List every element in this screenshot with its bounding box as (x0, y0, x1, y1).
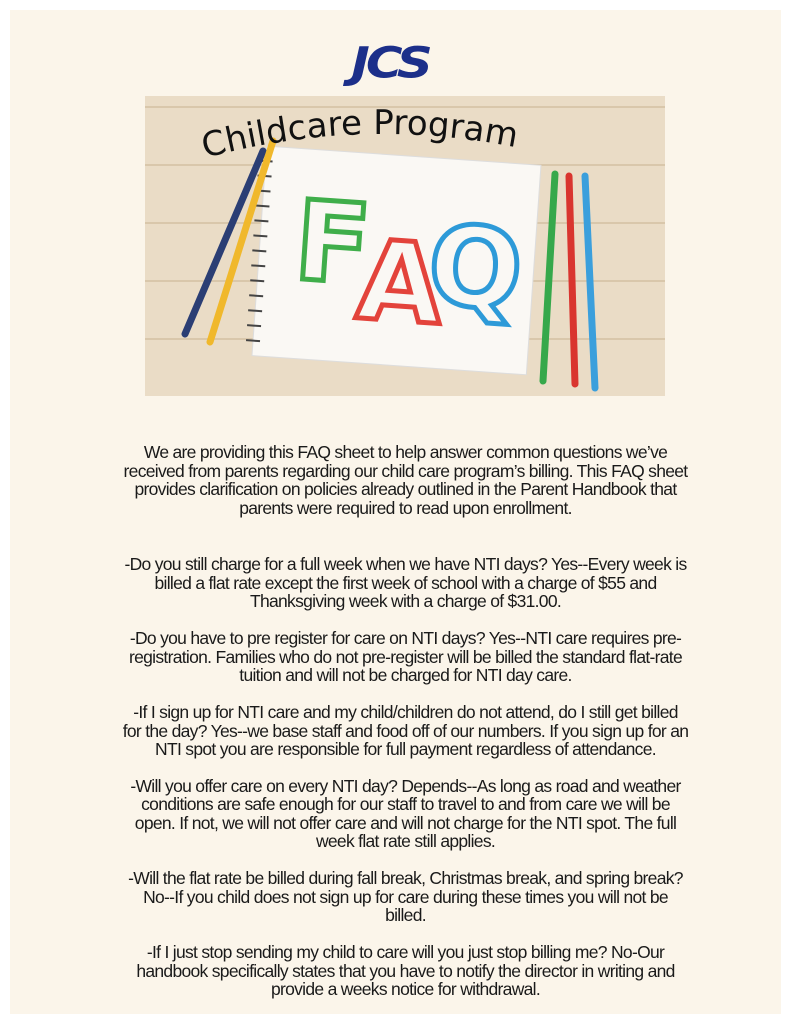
faq-line: registration. Families who do not pre-register will be billed the standard flat-rate (128, 646, 683, 667)
faq-line: NTI spot you are responsible for full payment regardless of attendance. (155, 739, 656, 759)
faq-line: handbook specifically states that you have to notify the director in writing and (136, 960, 675, 981)
faq-line: conditions are safe enough for our staff to travel to and from care we will be (141, 794, 670, 814)
faq-item (30, 943, 781, 999)
faq-line: open. If not, we will not offer care and will not charge for the NTI spot. The full (134, 812, 677, 833)
intro-line: provides clarification on policies already outlined in the Parent Handbook that (134, 479, 677, 499)
faq-line: tuition and will not be charged for NTI day care. (239, 665, 572, 685)
faq-line: -If I just stop sending my child to care will you just stop billing me? No-Our (146, 942, 665, 962)
intro-paragraph (30, 443, 781, 517)
flyer-page (10, 10, 781, 1014)
faq-line: -Will you offer care on every NTI day? Depends--As long as road and weather (130, 775, 681, 796)
faq-hero-image (145, 96, 665, 396)
faq-line: for the day? Yes--we base staff and food off of our numbers. If you sign up for an (122, 720, 689, 741)
hero-title: Childcare Program (197, 102, 522, 167)
faq-letter-q: Q (424, 200, 527, 336)
faq-line: week flat rate still applies. (315, 831, 496, 851)
intro-line: received from parents regarding our child care program’s billing. This FAQ sheet (123, 460, 688, 481)
pencil-red (569, 176, 575, 384)
faq-item (30, 703, 781, 759)
faq-line: billed. (385, 905, 426, 925)
jcs-logo: JCS (351, 38, 429, 88)
faq-item (30, 777, 781, 851)
faq-line: -Do you still charge for a full week when we have NTI days? Yes--Every week is (124, 554, 687, 574)
faq-letter-f: F (290, 176, 375, 310)
pencil-green (543, 174, 555, 381)
faq-letter-a: A (353, 215, 447, 350)
intro-line: parents were required to read upon enrollment. (239, 497, 572, 518)
faq-list (30, 555, 781, 1017)
faq-line: Thanksgiving week with a charge of $31.00. (249, 591, 562, 611)
faq-line: -Do you have to pre register for care on NTI days? Yes--NTI care requires pre- (129, 628, 682, 648)
faq-item (30, 555, 781, 611)
faq-line: -Will the flat rate be billed during fall break, Christmas break, and spring break? (128, 868, 683, 888)
faq-line: provide a weeks notice for withdrawal. (270, 979, 541, 999)
pencil-light-blue (585, 176, 595, 388)
intro-line: We are providing this FAQ sheet to help answer common questions we’ve (143, 442, 668, 462)
faq-item (30, 869, 781, 925)
faq-line: -If I sign up for NTI care and my child/children do not attend, do I still get billed (133, 702, 678, 722)
faq-line: billed a flat rate except the first week of school with a charge of $55 and (154, 572, 657, 593)
faq-item (30, 629, 781, 685)
faq-line: No--If you child does not sign up for care during these times you will not be (143, 886, 668, 907)
